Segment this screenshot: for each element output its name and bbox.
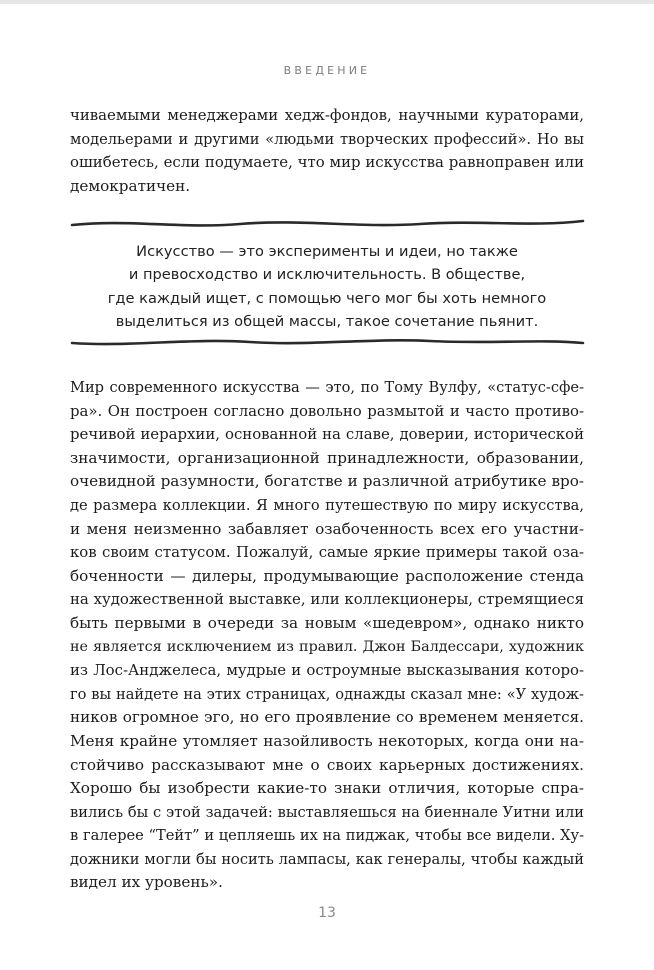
text-line: ошибетесь, если подумаете, что мир искусства равноправен или [70,153,584,172]
text-line: значимости, организационной принадлежности, образовании, [70,448,584,467]
text-line: боченности — дилеры, продумывающие расположение стенда [70,566,584,585]
text-line: речивой иерархии, основанной на славе, доверии, исторической [70,425,584,444]
paragraph-intro [70,104,584,198]
quote-line: и превосходство и исключительность. В обществе, [128,266,526,284]
paragraph-main [70,376,584,895]
text-line: ков своим статусом. Пожалуй, самые яркие примеры такой оза- [70,543,584,562]
text-line: дожники могли бы носить лампасы, как генералы, чтобы каждый [70,850,584,868]
text-line: быть первыми в очереди за новым «шедевром», однако никто [70,613,584,632]
quote-line: выделиться из общей массы, такое сочетание пьянит. [115,313,539,331]
text-line: Хорошо бы изобрести какие-то знаки отличия, которые спра- [70,779,584,798]
text-line: очевидной разумности, богатстве и различной атрибутике вро- [70,472,584,491]
text-line: и меня неизменно забавляет озабоченность всех его участни- [70,519,584,538]
page-number: 13 [318,905,336,921]
section-header: ВВЕДЕНИЕ [283,64,371,77]
text-line: Мир современного искусства — это, по Тому Вулфу, «статус-сфе- [70,379,584,396]
text-line: не является исключением из правил. Джон Балдессари, художник [70,638,584,655]
text-line: де размера коллекции. Я много путешествую по миру искусства, [70,496,584,514]
text-line: Меня крайне утомляет назойливость некоторых, когда они на- [70,731,584,750]
text-line: модельерами и другими «людьми творческих профессий». Но вы [70,130,584,148]
text-line: ра». Он построен согласно довольно размытой и часто противо- [70,401,584,420]
wave-divider-bottom [70,330,585,350]
text-line: видел их уровень». [70,873,223,892]
top-divider [0,0,654,4]
text-line: на художественной выставке, или коллекционеры, стремящиеся [70,590,584,609]
text-line: из Лос-Анджелеса, мудрые и остроумные высказывания которо- [70,661,584,680]
text-line: демократичен. [70,176,191,195]
text-line: чиваемыми менеджерами хедж-фондов, научными кураторами, [70,106,584,124]
text-line: ников огромное эго, но его проявление со временем меняется. [70,708,584,727]
quote-line: где каждый ищет, с помощью чего мог бы хоть немного [107,289,547,307]
pull-quote [70,240,584,334]
text-line: вились бы с этой задачей: выставляешься на биеннале Уитни или [70,803,584,821]
text-line: го вы найдете на этих страницах, однажды сказал мне: «У худож- [70,685,584,703]
wave-divider-top [70,214,585,234]
text-line: стойчиво рассказывают мне о своих карьерных достижениях. [70,755,584,774]
text-line: в галерее “Тейт” и цепляешь их на пиджак, чтобы все видели. Ху- [70,827,584,845]
quote-line: Искусство — это эксперименты и идеи, но также [136,243,518,260]
